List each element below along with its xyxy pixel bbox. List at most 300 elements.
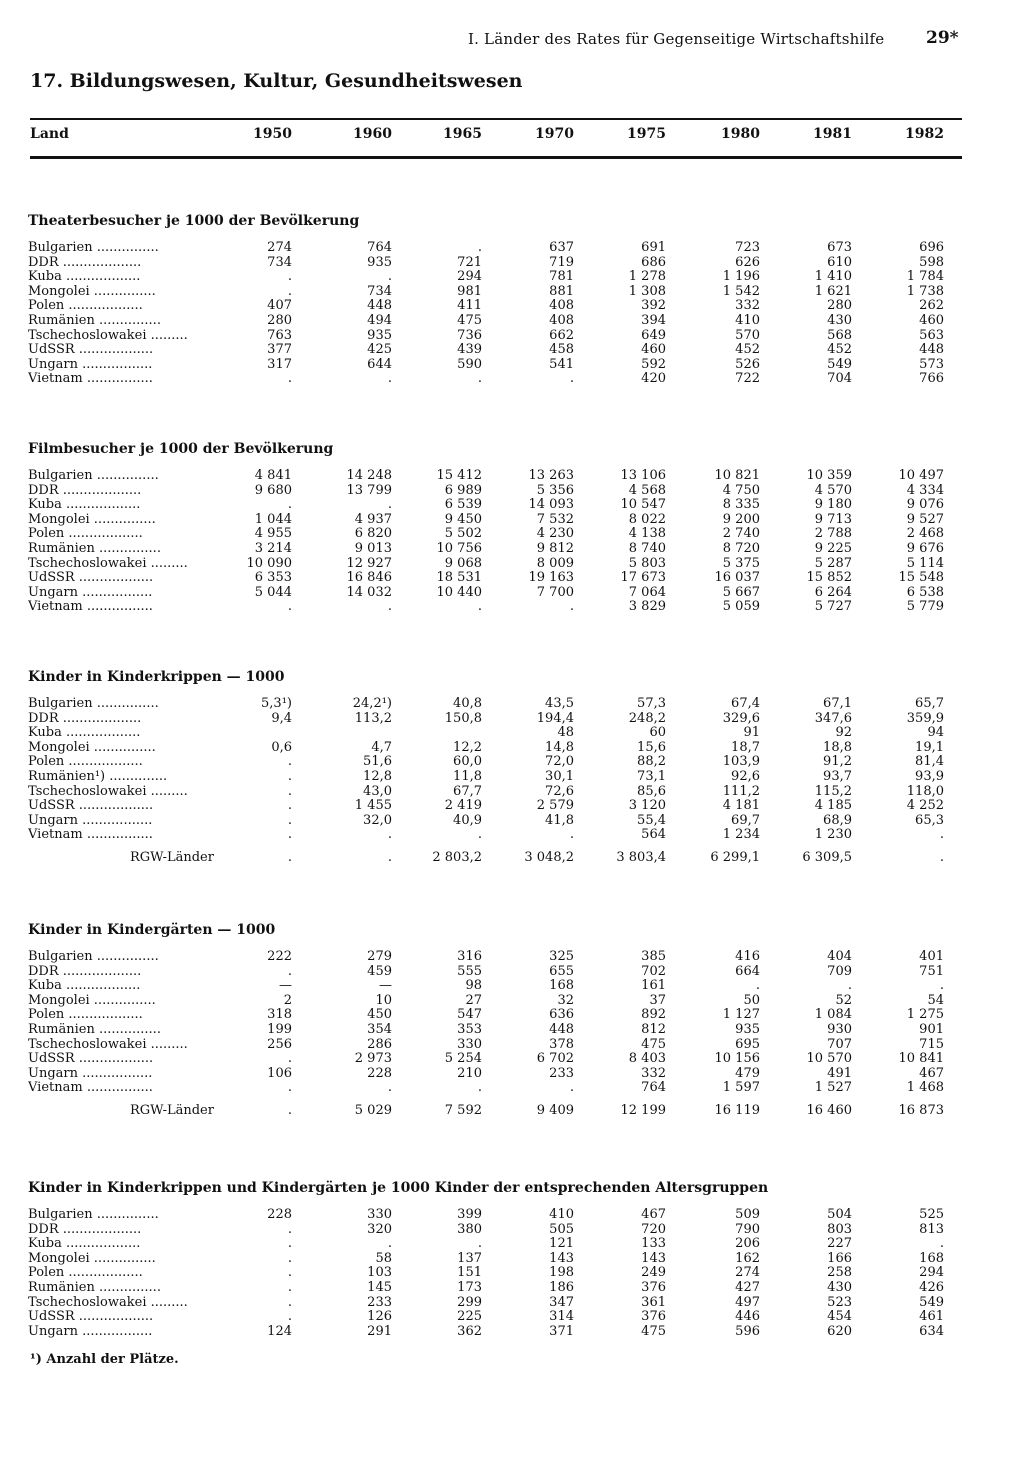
value-cell: 766 bbox=[919, 371, 944, 387]
value-cell: 637 bbox=[549, 240, 574, 255]
value-cell: 72,6 bbox=[545, 783, 574, 799]
value-cell: 294 bbox=[457, 269, 482, 285]
value-cell: 555 bbox=[457, 963, 482, 979]
country-label: Mongolei ............... bbox=[28, 992, 156, 1008]
value-cell: 151 bbox=[457, 1265, 482, 1281]
country-label: Polen .................. bbox=[28, 754, 143, 770]
value-cell: 695 bbox=[735, 1036, 760, 1052]
value-cell: 4 937 bbox=[354, 511, 392, 527]
value-cell: 41,8 bbox=[545, 812, 574, 828]
value-cell: 981 bbox=[457, 283, 482, 299]
value-cell: 10 156 bbox=[714, 1051, 760, 1067]
value-cell: 2 803,2 bbox=[432, 850, 482, 865]
value-cell: 709 bbox=[827, 963, 852, 979]
value-cell: 376 bbox=[641, 1280, 666, 1295]
country-label: Bulgarien ............... bbox=[28, 1207, 159, 1222]
country-label: Ungarn ................. bbox=[28, 1323, 153, 1339]
value-cell: 15 412 bbox=[436, 468, 482, 483]
table-row bbox=[0, 497, 1024, 512]
value-cell: 4,7 bbox=[371, 739, 392, 755]
value-cell: 935 bbox=[367, 327, 392, 343]
value-cell: 1 278 bbox=[628, 269, 666, 285]
value-cell: . bbox=[287, 812, 292, 828]
value-cell: 12,8 bbox=[363, 769, 392, 784]
value-cell: 9 409 bbox=[536, 1103, 574, 1118]
value-cell: 9 676 bbox=[906, 541, 944, 556]
value-cell: . bbox=[287, 827, 292, 843]
value-cell: . bbox=[287, 1309, 292, 1325]
value-cell: . bbox=[387, 269, 392, 285]
value-cell: 4 841 bbox=[254, 468, 292, 483]
value-cell: 4 955 bbox=[254, 526, 292, 542]
value-cell: 1 127 bbox=[722, 1007, 760, 1023]
value-cell: 227 bbox=[827, 1236, 852, 1252]
value-cell: 662 bbox=[549, 327, 574, 343]
value-cell: 198 bbox=[549, 1265, 574, 1281]
value-cell: 15 548 bbox=[898, 570, 944, 586]
value-cell: 3 803,4 bbox=[616, 850, 666, 865]
value-cell: 5 375 bbox=[722, 555, 760, 571]
value-cell: 7 700 bbox=[536, 584, 574, 600]
value-cell: 371 bbox=[549, 1323, 574, 1339]
table-row bbox=[0, 740, 1024, 755]
value-cell: 14 093 bbox=[528, 497, 574, 513]
country-label: Kuba .................. bbox=[28, 497, 141, 513]
table-row bbox=[0, 541, 1024, 556]
value-cell: 707 bbox=[827, 1036, 852, 1052]
country-label: UdSSR .................. bbox=[28, 798, 154, 814]
value-cell: 394 bbox=[641, 313, 666, 328]
value-cell: 1 084 bbox=[814, 1007, 852, 1023]
value-cell: 5 667 bbox=[722, 584, 760, 600]
value-cell: 194,4 bbox=[536, 710, 574, 726]
table-row bbox=[0, 585, 1024, 600]
value-cell: 133 bbox=[641, 1236, 666, 1252]
country-label: RGW-Länder bbox=[130, 1103, 214, 1118]
table-row bbox=[0, 1295, 1024, 1310]
column-header-land: Land bbox=[30, 126, 69, 142]
section-title: Theaterbesucher je 1000 der Bevölkerung bbox=[28, 213, 360, 229]
value-cell: . bbox=[287, 963, 292, 979]
country-label: Tschechoslowakei ......... bbox=[28, 1294, 188, 1310]
value-cell: 1 621 bbox=[814, 283, 852, 299]
value-cell: 408 bbox=[549, 313, 574, 328]
total-row bbox=[0, 850, 1024, 865]
country-label: Rumänien ............... bbox=[28, 313, 161, 328]
country-label: Bulgarien ............... bbox=[28, 696, 159, 711]
value-cell: 497 bbox=[735, 1294, 760, 1310]
value-cell: 9 225 bbox=[814, 541, 852, 556]
value-cell: 16 846 bbox=[346, 570, 392, 586]
value-cell: 563 bbox=[919, 327, 944, 343]
value-cell: . bbox=[287, 1265, 292, 1281]
country-label: Kuba .................. bbox=[28, 269, 141, 285]
value-cell: 6 702 bbox=[536, 1051, 574, 1067]
value-cell: 13 799 bbox=[346, 482, 392, 498]
table-row bbox=[0, 269, 1024, 284]
value-cell: — bbox=[379, 978, 392, 994]
value-cell: 736 bbox=[457, 327, 482, 343]
table-row bbox=[0, 255, 1024, 270]
country-label: Tschechoslowakei ......... bbox=[28, 555, 188, 571]
value-cell: 467 bbox=[919, 1065, 944, 1081]
value-cell: 7 064 bbox=[628, 584, 666, 600]
value-cell: 452 bbox=[735, 342, 760, 358]
value-cell: . bbox=[287, 1294, 292, 1310]
table-row bbox=[0, 1207, 1024, 1222]
value-cell: 316 bbox=[457, 949, 482, 964]
value-cell: 592 bbox=[641, 356, 666, 372]
value-cell: 111,2 bbox=[722, 783, 760, 799]
value-cell: 7 592 bbox=[444, 1103, 482, 1118]
value-cell: 332 bbox=[641, 1065, 666, 1081]
table-row bbox=[0, 1236, 1024, 1251]
value-cell: . bbox=[287, 1080, 292, 1096]
value-cell: 92 bbox=[835, 725, 852, 741]
value-cell: 6 538 bbox=[906, 584, 944, 600]
value-cell: 10 bbox=[375, 992, 392, 1008]
value-cell: . bbox=[569, 371, 574, 387]
value-cell: 378 bbox=[549, 1036, 574, 1052]
value-cell: 1 542 bbox=[722, 283, 760, 299]
value-cell: 1 275 bbox=[906, 1007, 944, 1023]
value-cell: 376 bbox=[641, 1309, 666, 1325]
value-cell: 2 740 bbox=[722, 526, 760, 542]
value-cell: 1 597 bbox=[722, 1080, 760, 1096]
value-cell: 509 bbox=[735, 1207, 760, 1222]
country-label: Polen .................. bbox=[28, 1265, 143, 1281]
column-header-year: 1981 bbox=[813, 126, 852, 142]
value-cell: 892 bbox=[641, 1007, 666, 1023]
table-header-rule bbox=[30, 156, 962, 159]
value-cell: 9 180 bbox=[814, 497, 852, 513]
value-cell: 5 254 bbox=[444, 1051, 482, 1067]
column-header-year: 1980 bbox=[721, 126, 760, 142]
value-cell: 494 bbox=[367, 313, 392, 328]
value-cell: 68,9 bbox=[823, 812, 852, 828]
value-cell: 719 bbox=[549, 254, 574, 270]
country-label: Tschechoslowakei ......... bbox=[28, 783, 188, 799]
country-label: Ungarn ................. bbox=[28, 356, 153, 372]
value-cell: 103,9 bbox=[722, 754, 760, 770]
value-cell: 9 013 bbox=[354, 541, 392, 556]
country-label: UdSSR .................. bbox=[28, 342, 154, 358]
value-cell: 6 353 bbox=[254, 570, 292, 586]
value-cell: 286 bbox=[367, 1036, 392, 1052]
value-cell: . bbox=[755, 978, 760, 994]
value-cell: 1 468 bbox=[906, 1080, 944, 1096]
country-label: DDR ................... bbox=[28, 482, 142, 498]
value-cell: 124 bbox=[267, 1323, 292, 1339]
value-cell: 16 873 bbox=[898, 1103, 944, 1118]
value-cell: 5,3¹) bbox=[261, 696, 292, 711]
value-cell: 1 527 bbox=[814, 1080, 852, 1096]
value-cell: 673 bbox=[827, 240, 852, 255]
value-cell: 37 bbox=[649, 992, 666, 1008]
value-cell: 12 199 bbox=[620, 1103, 666, 1118]
country-label: Mongolei ............... bbox=[28, 511, 156, 527]
country-label: Ungarn ................. bbox=[28, 812, 153, 828]
value-cell: 10 497 bbox=[898, 468, 944, 483]
country-label: Rumänien¹) .............. bbox=[28, 769, 168, 784]
value-cell: 3 829 bbox=[628, 599, 666, 615]
value-cell: 32,0 bbox=[363, 812, 392, 828]
value-cell: 330 bbox=[457, 1036, 482, 1052]
value-cell: 10 090 bbox=[246, 555, 292, 571]
value-cell: 5 727 bbox=[814, 599, 852, 615]
section-title: Kinder in Kinderkrippen und Kindergärten je 1000 Kinder der entsprechenden Altersgruppen bbox=[28, 1180, 769, 1196]
value-cell: . bbox=[477, 827, 482, 843]
value-cell: 475 bbox=[641, 1036, 666, 1052]
value-cell: 67,4 bbox=[731, 696, 760, 711]
value-cell: . bbox=[387, 827, 392, 843]
value-cell: 361 bbox=[641, 1294, 666, 1310]
value-cell: 299 bbox=[457, 1294, 482, 1310]
value-cell: 85,6 bbox=[637, 783, 666, 799]
value-cell: 16 460 bbox=[806, 1103, 852, 1118]
page-number: 29* bbox=[926, 28, 959, 48]
value-cell: 935 bbox=[735, 1022, 760, 1037]
country-label: Kuba .................. bbox=[28, 725, 141, 741]
section-title: Filmbesucher je 1000 der Bevölkerung bbox=[28, 441, 334, 457]
table-row bbox=[0, 1222, 1024, 1237]
value-cell: 19 163 bbox=[528, 570, 574, 586]
value-cell: 210 bbox=[457, 1065, 482, 1081]
value-cell: . bbox=[847, 978, 852, 994]
value-cell: 3 048,2 bbox=[524, 850, 574, 865]
value-cell: . bbox=[477, 371, 482, 387]
value-cell: 4 138 bbox=[628, 526, 666, 542]
value-cell: 467 bbox=[641, 1207, 666, 1222]
value-cell: 1 455 bbox=[354, 798, 392, 814]
country-label: Mongolei ............... bbox=[28, 283, 156, 299]
value-cell: 491 bbox=[827, 1065, 852, 1081]
value-cell: 353 bbox=[457, 1022, 482, 1037]
value-cell: . bbox=[287, 850, 292, 865]
country-label: UdSSR .................. bbox=[28, 570, 154, 586]
value-cell: 118,0 bbox=[906, 783, 944, 799]
table-row bbox=[0, 964, 1024, 979]
value-cell: 15,6 bbox=[637, 739, 666, 755]
value-cell: 30,1 bbox=[545, 769, 574, 784]
value-cell: 504 bbox=[827, 1207, 852, 1222]
value-cell: 5 502 bbox=[444, 526, 482, 542]
value-cell: 228 bbox=[367, 1065, 392, 1081]
value-cell: 649 bbox=[641, 327, 666, 343]
value-cell: 9,4 bbox=[271, 710, 292, 726]
value-cell: 137 bbox=[457, 1250, 482, 1266]
value-cell: 2 788 bbox=[814, 526, 852, 542]
value-cell: 73,1 bbox=[637, 769, 666, 784]
table-row bbox=[0, 570, 1024, 585]
value-cell: 294 bbox=[919, 1265, 944, 1281]
value-cell: 5 779 bbox=[906, 599, 944, 615]
value-cell: . bbox=[287, 798, 292, 814]
value-cell: 67,1 bbox=[823, 696, 852, 711]
table-row bbox=[0, 313, 1024, 328]
value-cell: 8 720 bbox=[722, 541, 760, 556]
value-cell: 60,0 bbox=[453, 754, 482, 770]
value-cell: 5 044 bbox=[254, 584, 292, 600]
table-row bbox=[0, 284, 1024, 299]
country-label: RGW-Länder bbox=[130, 850, 214, 865]
value-cell: 27 bbox=[465, 992, 482, 1008]
table-row bbox=[0, 978, 1024, 993]
value-cell: 416 bbox=[735, 949, 760, 964]
value-cell: 9 450 bbox=[444, 511, 482, 527]
value-cell: 644 bbox=[367, 356, 392, 372]
value-cell: . bbox=[287, 783, 292, 799]
value-cell: . bbox=[287, 1051, 292, 1067]
value-cell: 404 bbox=[827, 949, 852, 964]
value-cell: 573 bbox=[919, 356, 944, 372]
value-cell: 16 037 bbox=[714, 570, 760, 586]
value-cell: 549 bbox=[919, 1294, 944, 1310]
section-title: Kinder in Kindergärten — 1000 bbox=[28, 922, 276, 938]
value-cell: 781 bbox=[549, 269, 574, 285]
value-cell: 450 bbox=[367, 1007, 392, 1023]
country-label: Vietnam ................ bbox=[28, 1080, 153, 1096]
table-row bbox=[0, 556, 1024, 571]
value-cell: 6 299,1 bbox=[710, 850, 760, 865]
value-cell: 568 bbox=[827, 327, 852, 343]
value-cell: 32 bbox=[557, 992, 574, 1008]
value-cell: 4 570 bbox=[814, 482, 852, 498]
value-cell: 475 bbox=[457, 313, 482, 328]
value-cell: 60 bbox=[649, 725, 666, 741]
value-cell: 813 bbox=[919, 1221, 944, 1237]
value-cell: 65,3 bbox=[915, 812, 944, 828]
value-cell: 6 309,5 bbox=[802, 850, 852, 865]
value-cell: 11,8 bbox=[453, 769, 482, 784]
table-row bbox=[0, 483, 1024, 498]
value-cell: 734 bbox=[367, 283, 392, 299]
value-cell: 10 821 bbox=[714, 468, 760, 483]
value-cell: 2 973 bbox=[354, 1051, 392, 1067]
value-cell: 314 bbox=[549, 1309, 574, 1325]
value-cell: 249 bbox=[641, 1265, 666, 1281]
value-cell: 702 bbox=[641, 963, 666, 979]
value-cell: 1 308 bbox=[628, 283, 666, 299]
value-cell: 320 bbox=[367, 1221, 392, 1237]
column-header-year: 1950 bbox=[253, 126, 292, 142]
value-cell: 43,5 bbox=[545, 696, 574, 711]
value-cell: . bbox=[387, 1236, 392, 1252]
value-cell: 598 bbox=[919, 254, 944, 270]
value-cell: 98 bbox=[465, 978, 482, 994]
value-cell: 460 bbox=[641, 342, 666, 358]
value-cell: . bbox=[287, 1103, 292, 1118]
value-cell: . bbox=[939, 827, 944, 843]
value-cell: . bbox=[477, 599, 482, 615]
value-cell: 6 820 bbox=[354, 526, 392, 542]
value-cell: 380 bbox=[457, 1221, 482, 1237]
value-cell: 16 119 bbox=[714, 1103, 760, 1118]
value-cell: 8 403 bbox=[628, 1051, 666, 1067]
table-top-rule bbox=[30, 118, 962, 120]
value-cell: 91 bbox=[743, 725, 760, 741]
value-cell: 10 841 bbox=[898, 1051, 944, 1067]
value-cell: 590 bbox=[457, 356, 482, 372]
value-cell: 5 059 bbox=[722, 599, 760, 615]
value-cell: . bbox=[287, 269, 292, 285]
value-cell: 145 bbox=[367, 1280, 392, 1295]
value-cell: 126 bbox=[367, 1309, 392, 1325]
country-label: DDR ................... bbox=[28, 963, 142, 979]
footnote: ¹) Anzahl der Plätze. bbox=[30, 1352, 179, 1367]
value-cell: 10 756 bbox=[436, 541, 482, 556]
value-cell: 10 547 bbox=[620, 497, 666, 513]
value-cell: 225 bbox=[457, 1309, 482, 1325]
value-cell: 664 bbox=[735, 963, 760, 979]
value-cell: 901 bbox=[919, 1022, 944, 1037]
value-cell: 2 419 bbox=[444, 798, 482, 814]
value-cell: 4 230 bbox=[536, 526, 574, 542]
value-cell: 248,2 bbox=[628, 710, 666, 726]
value-cell: 720 bbox=[641, 1221, 666, 1237]
value-cell: 233 bbox=[549, 1065, 574, 1081]
country-label: Rumänien ............... bbox=[28, 1022, 161, 1037]
value-cell: 4 185 bbox=[814, 798, 852, 814]
value-cell: 459 bbox=[367, 963, 392, 979]
value-cell: . bbox=[287, 754, 292, 770]
value-cell: 18,8 bbox=[823, 739, 852, 755]
value-cell: 13 263 bbox=[528, 468, 574, 483]
value-cell: 626 bbox=[735, 254, 760, 270]
table-row bbox=[0, 1265, 1024, 1280]
value-cell: . bbox=[287, 497, 292, 513]
value-cell: 410 bbox=[549, 1207, 574, 1222]
value-cell: 377 bbox=[267, 342, 292, 358]
value-cell: 9 713 bbox=[814, 511, 852, 527]
value-cell: . bbox=[287, 1250, 292, 1266]
value-cell: . bbox=[287, 1280, 292, 1295]
column-header-year: 1960 bbox=[353, 126, 392, 142]
value-cell: . bbox=[387, 599, 392, 615]
value-cell: 91,2 bbox=[823, 754, 852, 770]
table-row bbox=[0, 769, 1024, 784]
value-cell: 81,4 bbox=[915, 754, 944, 770]
value-cell: 426 bbox=[919, 1280, 944, 1295]
value-cell: . bbox=[569, 1080, 574, 1096]
country-label: Kuba .................. bbox=[28, 1236, 141, 1252]
value-cell: . bbox=[287, 283, 292, 299]
value-cell: 40,8 bbox=[453, 696, 482, 711]
country-label: DDR ................... bbox=[28, 1221, 142, 1237]
value-cell: 72,0 bbox=[545, 754, 574, 770]
value-cell: 48 bbox=[557, 725, 574, 741]
column-header-year: 1965 bbox=[443, 126, 482, 142]
country-label: Bulgarien ............... bbox=[28, 468, 159, 483]
column-header-year: 1975 bbox=[627, 126, 666, 142]
value-cell: . bbox=[287, 769, 292, 784]
value-cell: 452 bbox=[827, 342, 852, 358]
value-cell: 55,4 bbox=[637, 812, 666, 828]
value-cell: 67,7 bbox=[453, 783, 482, 799]
country-label: Vietnam ................ bbox=[28, 599, 153, 615]
value-cell: 525 bbox=[919, 1207, 944, 1222]
value-cell: . bbox=[477, 240, 482, 255]
value-cell: 399 bbox=[457, 1207, 482, 1222]
value-cell: 803 bbox=[827, 1221, 852, 1237]
value-cell: 881 bbox=[549, 283, 574, 299]
value-cell: 620 bbox=[827, 1323, 852, 1339]
value-cell: 9 812 bbox=[536, 541, 574, 556]
value-cell: 1 230 bbox=[814, 827, 852, 843]
value-cell: 636 bbox=[549, 1007, 574, 1023]
value-cell: 420 bbox=[641, 371, 666, 387]
value-cell: 258 bbox=[827, 1265, 852, 1281]
